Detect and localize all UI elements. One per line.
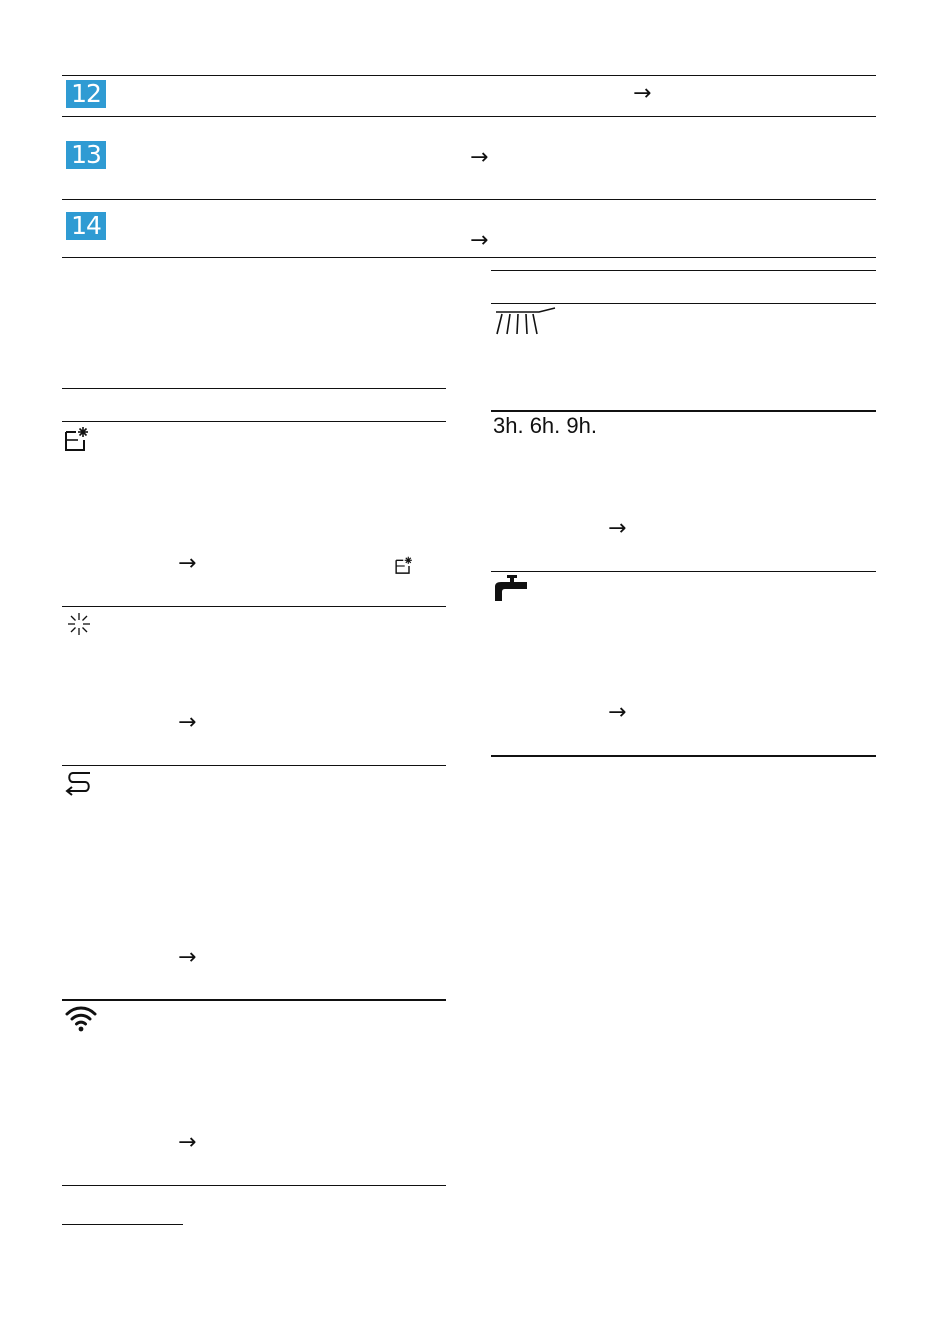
arrow-step-13: → [470,145,489,170]
arrow-sparkle: → [178,710,197,735]
right-table-rule-5 [491,755,876,757]
right-table-rule-3 [491,410,876,412]
water-tap-icon [493,574,529,604]
sparkle-icon [66,611,92,637]
timer-label: 3h. 6h. 9h. [493,413,597,438]
wifi-icon [64,1004,98,1032]
step-badge-12: 12 [66,80,106,108]
rule-steps-end [62,257,876,258]
intensive-zone-icon [64,426,90,454]
extra-rinse-icon [64,770,94,798]
rule-step-14 [62,199,876,200]
left-table-rule-2 [62,421,446,422]
spray-arm-icon [493,306,557,338]
right-table-rule-1 [491,270,876,271]
arrow-step-14: → [470,228,489,253]
right-table-rule-2 [491,303,876,304]
arrow-extra-rinse: → [178,945,197,970]
rule-top [62,75,876,76]
left-table-rule-3 [62,606,446,607]
intensive-zone-icon-inline [394,556,414,576]
arrow-water-tap: → [608,700,627,725]
right-table-rule-4 [491,571,876,572]
step-badge-14: 14 [66,212,106,240]
left-table-rule-5 [62,999,446,1001]
left-table-rule-4 [62,765,446,766]
arrow-step-12: → [633,81,652,106]
step-badge-13: 13 [66,141,106,169]
arrow-wifi: → [178,1130,197,1155]
rule-step-13 [62,116,876,117]
arrow-timer: → [608,516,627,541]
left-table-rule-6 [62,1185,446,1186]
footnote-separator [62,1224,183,1225]
left-table-rule-1 [62,388,446,389]
arrow-intensive-zone: → [178,551,197,576]
